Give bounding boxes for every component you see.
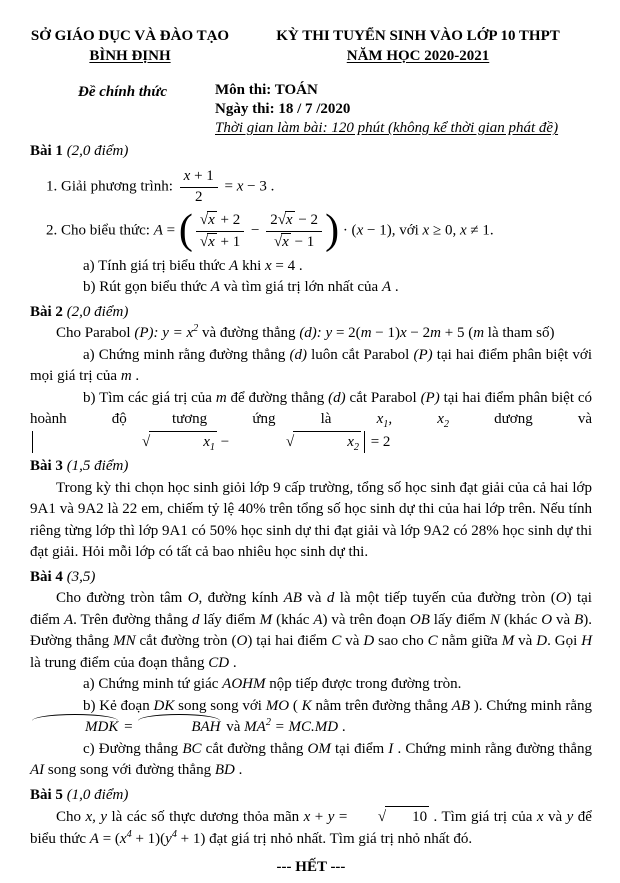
problem-3-heading [30,456,592,478]
problem-1-label: Bài 1 [30,143,63,159]
province-name: BÌNH ĐỊNH [89,48,171,64]
problem-4-question-b: b) Kẻ đoạn DK song song với MO ( K nằm trên đường thẳng AB ). Chứng minh rằng MDK = BAH và $MA^2 = MC.MD$ . [30,696,592,739]
exam-info-block [30,81,592,138]
problem-4-question-c: c) Đường thẳng BC cắt đường thẳng OM tại điểm I . Chứng minh rằng đường thẳng AI song song với đường thẳng BD . [30,740,592,778]
problem-2-question-a: a) Chứng minh rằng đường thẳng (d) luôn cắt Parabol (P) tại hai điểm phân biệt với mọi giá trị của m . [30,346,592,384]
problem-2-points: (2,0 điểm) [66,303,129,320]
exam-info-lines [215,81,592,138]
problem-1-question-b: b) Rút gọn biểu thức A và tìm giá trị lớn nhất của A . [83,279,399,295]
department-name: SỞ GIÁO DỤC VÀ ĐÀO TẠO [30,28,230,44]
exam-year: NĂM HỌC 2020-2021 [346,48,490,64]
problem-3-points: (1,5 điểm) [66,458,129,474]
problem-1-item-2: 2. Cho biểu thức: A = ( √ x + 2 √ x + 1 − 2 √ x − 2 √ x − 1 ) · (x − 1), với x ≥ 0, x ≠ 1. [30,211,592,251]
problem-5 [30,785,592,851]
official-exam-label: Đề chính thức [78,84,167,100]
problem-1-heading [30,141,592,163]
problem-1 [30,141,592,299]
problem-5-heading [30,785,592,807]
problem-2-intro: Cho Parabol (P): $y = x^2$ và đường thẳng (d): y = 2(m − 1)x − 2m + 5 (m là tham số) [56,323,555,341]
problem-2-question-b: b) Tìm các giá trị của m để đường thẳng (d) cắt Parabol (P) tại hai điểm phân biệt có hoành độ tương ứng là $x_1$, $x_2$ dương và √ $x_1$ − √ $x_2 = 2$ [30,388,592,454]
duration-line: Thời gian làm bài: 120 phút (không kể thời gian phát đề) [215,120,559,136]
exam-date-line: Ngày thi: 18 / 7 /2020 [215,101,351,117]
problem-3-label: Bài 3 [30,458,63,474]
problem-2-label: Bài 2 [30,303,63,320]
problem-2 [30,302,592,454]
problem-5-body: Cho x, y là các số thực dương thỏa mãn x + y = √ 10 . Tìm giá trị của x và y để biểu thức $A = (x^4 + 1)(y^4 + 1)$ đạt giá trị nhỏ nhất. Tìm giá trị nhỏ nhất đó. [30,806,592,850]
problem-2-heading [30,302,592,324]
exam-title: KỲ THI TUYỂN SINH VÀO LỚP 10 THPT [276,28,560,44]
problem-1-item-1: 1. Giải phương trình: $\frac{x + 1}{2}$ = x − 3 . [46,167,275,205]
department-block [30,26,230,66]
problem-5-label: Bài 5 [30,786,63,803]
problem-4-heading [30,567,592,589]
subject-line: Môn thi: TOÁN [215,82,318,98]
document-header [30,26,592,66]
problem-1-question-a: a) Tính giá trị biểu thức A khi x = 4 . [83,257,303,274]
problem-1-points: (2,0 điểm) [66,143,129,159]
problem-3-body: Trong kỳ thi chọn học sinh giỏi lớp 9 cấp trường, tổng số học sinh đạt giải của cả hai lớp 9A1 và 9A2 là 22 em, chiếm tỷ lệ 40% trên tổng số học sinh dự thi của hai lớp trên. Nếu tính riêng từng lớp thì lớp 9A1 có 50% học sinh dự thi đạt giải và lớp 9A2 có 28% học sinh dự thi đạt giải. Hỏi mỗi lớp có tất cả bao nhiêu học sinh dự thi. [30,479,592,560]
problem-4-intro: Cho đường tròn tâm O, đường kính AB và d là một tiếp tuyến của đường tròn (O) tại điểm A. Trên đường thẳng d lấy điểm M (khác A) và trên đoạn OB lấy điểm N (khác O và B). Đường thẳng MN cắt đường tròn (O) tại hai điểm C và D sao cho C nằm giữa M và D. Gọi H là trung điểm của đoạn thẳng CD . [30,590,593,671]
problem-3 [30,456,592,564]
problem-4-question-a: a) Chứng minh tứ giác AOHM nộp tiếp được trong đường tròn. [83,676,462,692]
problem-4-label: Bài 4 [30,568,63,585]
end-of-exam-marker: --- HẾT --- [276,859,346,875]
problem-4-points: (3,5) [66,568,96,585]
problem-4 [30,567,592,782]
exam-title-block [230,26,592,66]
problem-5-points: (1,0 điểm) [66,786,129,803]
